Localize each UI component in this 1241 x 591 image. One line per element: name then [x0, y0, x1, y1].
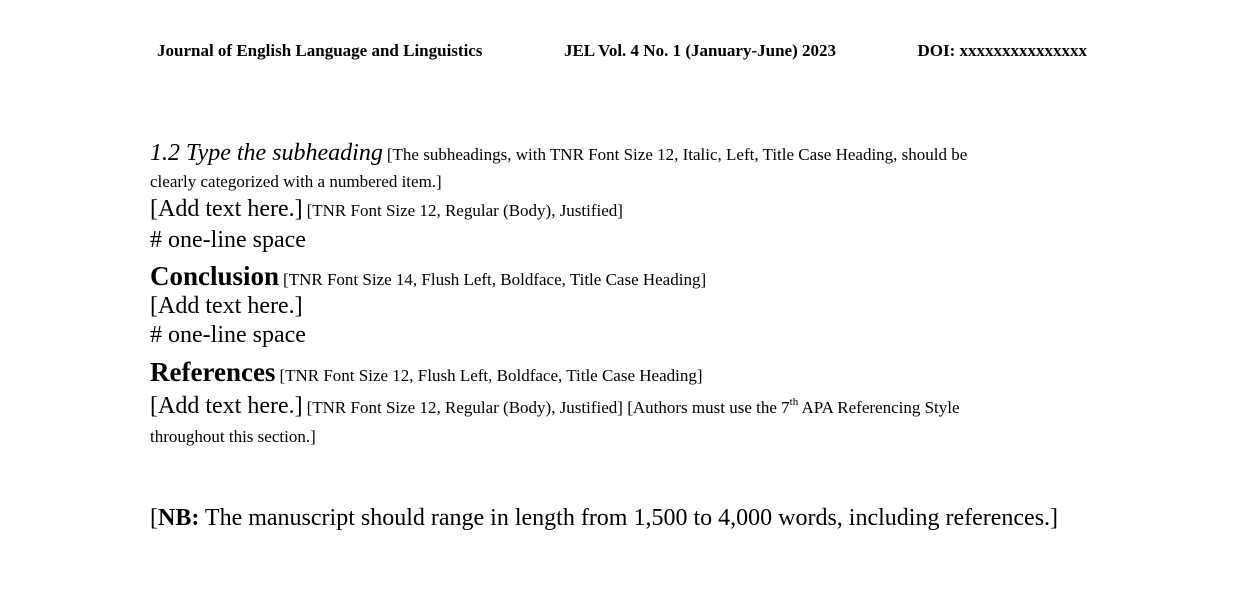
add-text-line-1 — [150, 196, 623, 223]
references-note: [TNR Font Size 12, Flush Left, Boldface, Title Case Heading] — [279, 366, 703, 385]
one-line-space-1: # one-line space — [150, 227, 306, 253]
nb-note — [150, 505, 1058, 532]
subheading: 1.2 Type the subheading — [150, 140, 383, 166]
add-text-note-3 — [307, 398, 960, 417]
subheading-note: [The subheadings, with TNR Font Size 12, Italic, Left, Title Case Heading, should be — [386, 145, 968, 164]
journal-doi: DOI: xxxxxxxxxxxxxxx — [917, 41, 1087, 60]
one-line-space-2: # one-line space — [150, 322, 306, 348]
conclusion-note: [TNR Font Size 14, Flush Left, Boldface, Title Case Heading] — [283, 270, 707, 289]
add-text-note-3-continued: throughout this section.] — [150, 427, 316, 446]
subheading-line — [150, 140, 967, 167]
references-line — [150, 357, 703, 388]
running-header — [157, 41, 1087, 61]
conclusion-heading: Conclusion — [150, 261, 280, 291]
conclusion-line — [150, 261, 706, 292]
references-heading: References — [150, 357, 276, 387]
add-text-placeholder-1: [Add text here.] — [150, 196, 303, 222]
nb-text: The manuscript should range in length from 1,500 to 4,000 words, including references.] — [199, 505, 1059, 531]
journal-title: Journal of English Language and Linguistics — [157, 41, 483, 60]
add-text-placeholder-2: [Add text here.] — [150, 293, 303, 319]
nb-label: NB: — [158, 505, 200, 531]
add-text-placeholder-3: [Add text here.] — [150, 393, 303, 419]
nb-open-bracket: [ — [150, 505, 158, 531]
ordinal-suffix: th — [789, 396, 799, 408]
subheading-note-continued: clearly categorized with a numbered item.] — [150, 172, 442, 191]
add-text-note-3a: [TNR Font Size 12, Regular (Body), Justified] [Authors must use the 7 — [306, 398, 790, 417]
journal-volume: JEL Vol. 4 No. 1 (January-June) 2023 — [563, 41, 836, 60]
add-text-note-3b: APA Referencing Style — [798, 398, 960, 417]
add-text-line-3 — [150, 393, 960, 420]
add-text-note-1: [TNR Font Size 12, Regular (Body), Justified] — [306, 201, 623, 220]
